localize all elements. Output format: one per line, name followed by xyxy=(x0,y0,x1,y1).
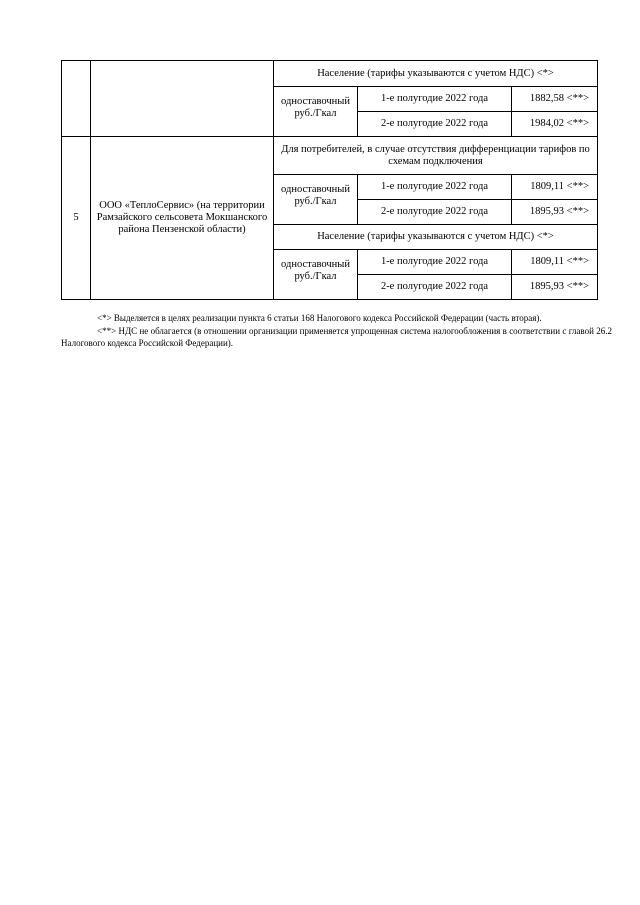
footnotes xyxy=(61,312,612,350)
consumers-header: Для потребителей, в случае отсутствия дифференциации тарифов по схемам подключения xyxy=(274,137,598,175)
organization-name: ООО «ТеплоСервис» (на территории Рамзайского сельсовета Мокшанского района Пензенской области) xyxy=(91,137,274,300)
period-label: 2-е полугодие 2022 года xyxy=(358,200,512,225)
period-label: 1-е полугодие 2022 года xyxy=(358,87,512,112)
tariff-value: 1984,02 <**> xyxy=(512,112,598,137)
period-label: 2-е полугодие 2022 года xyxy=(358,275,512,300)
tariff-value: 1895,93 <**> xyxy=(512,200,598,225)
tariff-unit: одноставочный руб./Гкал xyxy=(274,87,358,137)
tariff-unit: одноставочный руб./Гкал xyxy=(274,250,358,300)
tariff-value: 1809,11 <**> xyxy=(512,175,598,200)
row-number: 5 xyxy=(62,137,91,300)
population-header: Население (тарифы указываются с учетом НДС) <*> xyxy=(274,225,598,250)
tariff-value: 1895,93 <**> xyxy=(512,275,598,300)
period-label: 2-е полугодие 2022 года xyxy=(358,112,512,137)
tariff-unit: одноставочный руб./Гкал xyxy=(274,175,358,225)
period-label: 1-е полугодие 2022 года xyxy=(358,250,512,275)
tariff-table xyxy=(61,60,598,300)
tariff-value: 1882,58 <**> xyxy=(512,87,598,112)
footnote-vat-exempt: <**> НДС не облагается (в отношении организации применяется упрощенная система налогообложения в соответствии с главой 26.2 Налогового кодекса Российской Федерации). xyxy=(61,325,612,348)
table-row xyxy=(62,137,598,175)
footnote-vat-included: <*> Выделяется в целях реализации пункта 6 статьи 168 Налогового кодекса Российской Федерации (часть вторая). xyxy=(97,313,542,323)
table-row xyxy=(62,61,598,87)
organization-cell-empty xyxy=(91,61,274,137)
tariff-value: 1809,11 <**> xyxy=(512,250,598,275)
row-number-cell-empty xyxy=(62,61,91,137)
population-header: Население (тарифы указываются с учетом НДС) <*> xyxy=(274,61,598,87)
period-label: 1-е полугодие 2022 года xyxy=(358,175,512,200)
